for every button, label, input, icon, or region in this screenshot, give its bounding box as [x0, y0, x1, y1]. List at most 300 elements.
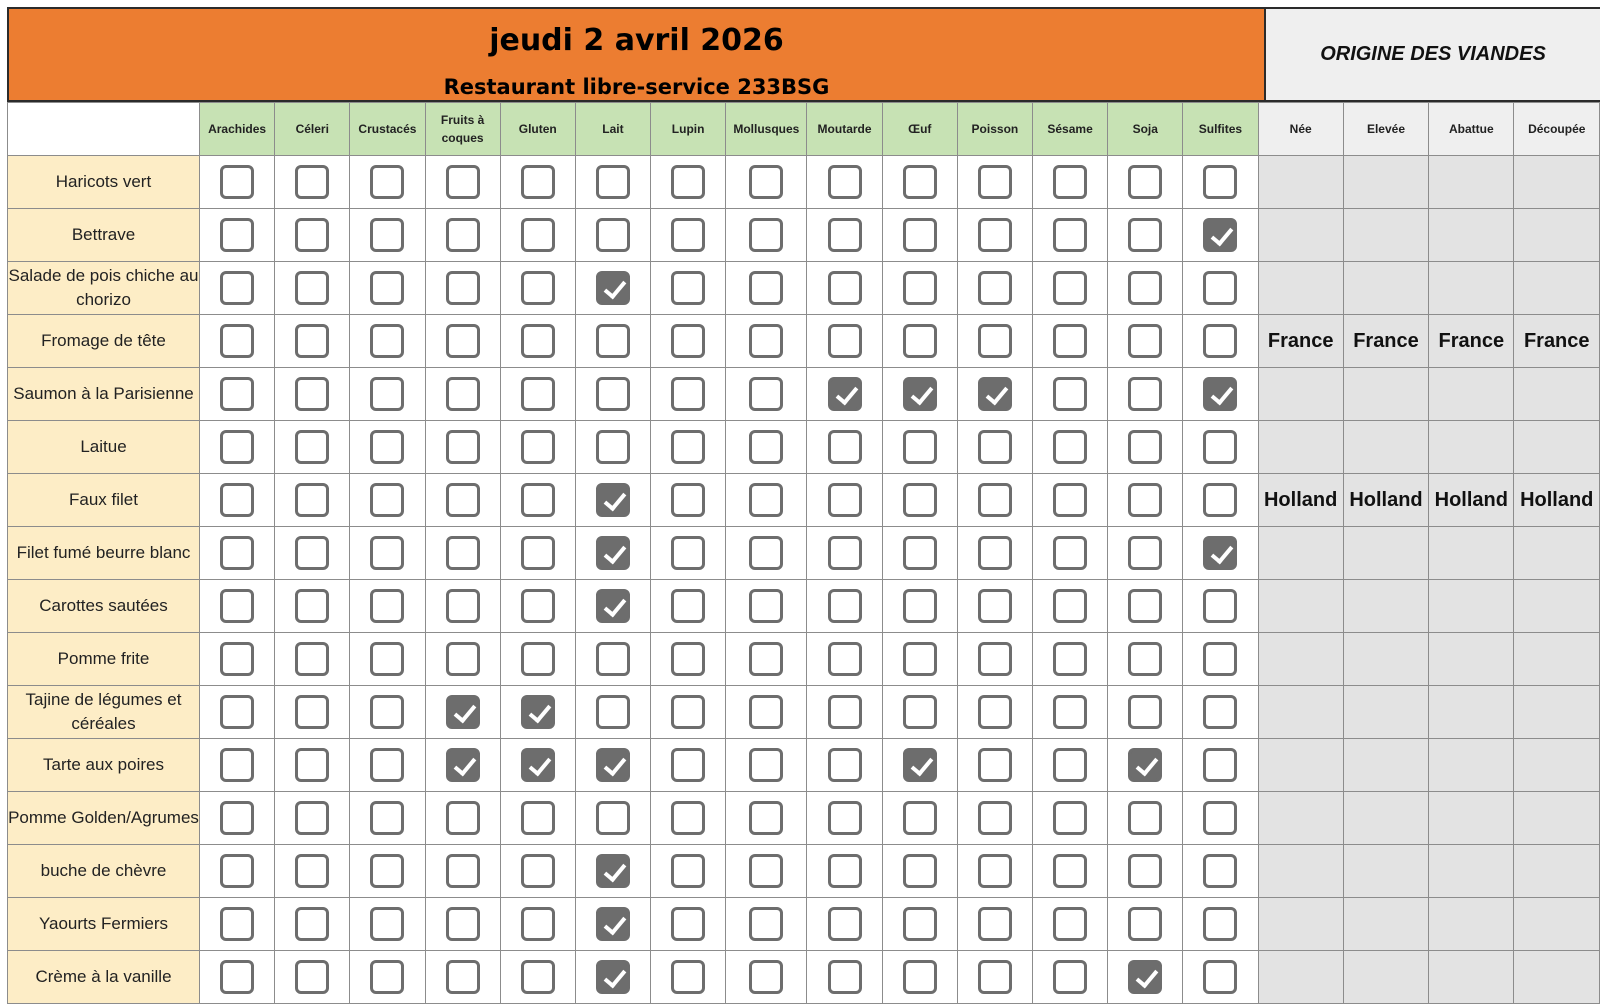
unchecked-checkbox[interactable]	[1128, 854, 1162, 888]
origin-cell: Holland	[1258, 474, 1343, 527]
unchecked-checkbox[interactable]	[446, 218, 480, 252]
unchecked-checkbox[interactable]	[1203, 907, 1237, 941]
unchecked-checkbox[interactable]	[978, 695, 1012, 729]
unchecked-checkbox[interactable]	[295, 377, 329, 411]
checked-checkbox[interactable]	[596, 483, 630, 517]
unchecked-checkbox[interactable]	[446, 907, 480, 941]
checked-checkbox[interactable]	[903, 377, 937, 411]
unchecked-checkbox[interactable]	[1203, 642, 1237, 676]
unchecked-checkbox[interactable]	[220, 271, 254, 305]
dish-name: Yaourts Fermiers	[8, 898, 200, 951]
unchecked-checkbox[interactable]	[295, 430, 329, 464]
allergen-cell	[575, 474, 650, 527]
unchecked-checkbox[interactable]	[903, 218, 937, 252]
unchecked-checkbox[interactable]	[671, 589, 705, 623]
allergen-table	[7, 102, 1600, 1004]
unchecked-checkbox[interactable]	[1128, 271, 1162, 305]
origin-cell	[1258, 633, 1343, 686]
unchecked-checkbox[interactable]	[220, 801, 254, 835]
unchecked-checkbox[interactable]	[1128, 324, 1162, 358]
dish-name: Carottes sautées	[8, 580, 200, 633]
unchecked-checkbox[interactable]	[596, 377, 630, 411]
checked-checkbox[interactable]	[828, 377, 862, 411]
allergen-cell	[350, 580, 425, 633]
unchecked-checkbox[interactable]	[978, 218, 1012, 252]
unchecked-checkbox[interactable]	[295, 642, 329, 676]
allergen-cell	[882, 315, 957, 368]
unchecked-checkbox[interactable]	[1128, 165, 1162, 199]
unchecked-checkbox[interactable]	[521, 907, 555, 941]
unchecked-checkbox[interactable]	[1053, 748, 1087, 782]
unchecked-checkbox[interactable]	[1128, 589, 1162, 623]
unchecked-checkbox[interactable]	[671, 377, 705, 411]
unchecked-checkbox[interactable]	[1053, 536, 1087, 570]
unchecked-checkbox[interactable]	[220, 748, 254, 782]
unchecked-checkbox[interactable]	[1053, 165, 1087, 199]
allergen-cell	[1108, 527, 1183, 580]
unchecked-checkbox[interactable]	[1053, 218, 1087, 252]
unchecked-checkbox[interactable]	[446, 589, 480, 623]
unchecked-checkbox[interactable]	[220, 960, 254, 994]
unchecked-checkbox[interactable]	[828, 271, 862, 305]
unchecked-checkbox[interactable]	[828, 589, 862, 623]
unchecked-checkbox[interactable]	[828, 430, 862, 464]
unchecked-checkbox[interactable]	[903, 430, 937, 464]
allergen-cell	[275, 474, 350, 527]
unchecked-checkbox[interactable]	[220, 165, 254, 199]
unchecked-checkbox[interactable]	[671, 324, 705, 358]
allergen-cell	[1032, 686, 1107, 739]
unchecked-checkbox[interactable]	[220, 324, 254, 358]
unchecked-checkbox[interactable]	[295, 271, 329, 305]
unchecked-checkbox[interactable]	[596, 695, 630, 729]
checked-checkbox[interactable]	[596, 748, 630, 782]
unchecked-checkbox[interactable]	[521, 324, 555, 358]
unchecked-checkbox[interactable]	[978, 430, 1012, 464]
unchecked-checkbox[interactable]	[220, 430, 254, 464]
unchecked-checkbox[interactable]	[749, 536, 783, 570]
allergen-cell	[350, 686, 425, 739]
unchecked-checkbox[interactable]	[978, 960, 1012, 994]
unchecked-checkbox[interactable]	[749, 430, 783, 464]
unchecked-checkbox[interactable]	[828, 218, 862, 252]
unchecked-checkbox[interactable]	[521, 483, 555, 517]
unchecked-checkbox[interactable]	[903, 960, 937, 994]
allergen-cell	[726, 633, 807, 686]
unchecked-checkbox[interactable]	[978, 748, 1012, 782]
unchecked-checkbox[interactable]	[596, 165, 630, 199]
allergen-cell	[200, 262, 275, 315]
unchecked-checkbox[interactable]	[1128, 907, 1162, 941]
unchecked-checkbox[interactable]	[749, 695, 783, 729]
unchecked-checkbox[interactable]	[446, 483, 480, 517]
checked-checkbox[interactable]	[903, 748, 937, 782]
allergen-cell	[500, 315, 575, 368]
unchecked-checkbox[interactable]	[220, 483, 254, 517]
allergen-cell	[500, 686, 575, 739]
unchecked-checkbox[interactable]	[828, 695, 862, 729]
unchecked-checkbox[interactable]	[446, 642, 480, 676]
allergen-header: Sulfites	[1183, 103, 1258, 156]
unchecked-checkbox[interactable]	[596, 801, 630, 835]
unchecked-checkbox[interactable]	[446, 430, 480, 464]
unchecked-checkbox[interactable]	[370, 854, 404, 888]
allergen-cell	[807, 792, 882, 845]
unchecked-checkbox[interactable]	[1053, 960, 1087, 994]
allergen-cell	[350, 792, 425, 845]
unchecked-checkbox[interactable]	[1203, 165, 1237, 199]
unchecked-checkbox[interactable]	[446, 801, 480, 835]
unchecked-checkbox[interactable]	[978, 907, 1012, 941]
unchecked-checkbox[interactable]	[295, 165, 329, 199]
unchecked-checkbox[interactable]	[521, 854, 555, 888]
unchecked-checkbox[interactable]	[1128, 536, 1162, 570]
unchecked-checkbox[interactable]	[220, 642, 254, 676]
origin-cell	[1514, 368, 1600, 421]
unchecked-checkbox[interactable]	[978, 324, 1012, 358]
unchecked-checkbox[interactable]	[749, 218, 783, 252]
unchecked-checkbox[interactable]	[749, 377, 783, 411]
unchecked-checkbox[interactable]	[1053, 324, 1087, 358]
checked-checkbox[interactable]	[596, 536, 630, 570]
allergen-cell	[726, 898, 807, 951]
allergen-cell	[500, 898, 575, 951]
unchecked-checkbox[interactable]	[978, 271, 1012, 305]
unchecked-checkbox[interactable]	[1203, 589, 1237, 623]
allergen-cell	[350, 315, 425, 368]
allergen-cell	[425, 421, 500, 474]
unchecked-checkbox[interactable]	[596, 430, 630, 464]
allergen-cell	[957, 580, 1032, 633]
unchecked-checkbox[interactable]	[1203, 748, 1237, 782]
unchecked-checkbox[interactable]	[295, 801, 329, 835]
unchecked-checkbox[interactable]	[521, 960, 555, 994]
allergen-cell	[726, 474, 807, 527]
unchecked-checkbox[interactable]	[978, 801, 1012, 835]
allergen-cell	[200, 951, 275, 1004]
unchecked-checkbox[interactable]	[1128, 483, 1162, 517]
allergen-cell	[957, 156, 1032, 209]
unchecked-checkbox[interactable]	[828, 801, 862, 835]
unchecked-checkbox[interactable]	[1203, 801, 1237, 835]
unchecked-checkbox[interactable]	[446, 324, 480, 358]
unchecked-checkbox[interactable]	[220, 377, 254, 411]
unchecked-checkbox[interactable]	[828, 907, 862, 941]
checked-checkbox[interactable]	[446, 695, 480, 729]
unchecked-checkbox[interactable]	[828, 748, 862, 782]
unchecked-checkbox[interactable]	[1203, 324, 1237, 358]
allergen-cell	[1032, 368, 1107, 421]
unchecked-checkbox[interactable]	[370, 589, 404, 623]
unchecked-checkbox[interactable]	[828, 165, 862, 199]
unchecked-checkbox[interactable]	[521, 430, 555, 464]
unchecked-checkbox[interactable]	[521, 271, 555, 305]
unchecked-checkbox[interactable]	[1128, 642, 1162, 676]
checked-checkbox[interactable]	[1203, 536, 1237, 570]
unchecked-checkbox[interactable]	[903, 801, 937, 835]
origin-cell	[1343, 845, 1428, 898]
unchecked-checkbox[interactable]	[828, 483, 862, 517]
unchecked-checkbox[interactable]	[295, 324, 329, 358]
allergen-cell	[1032, 315, 1107, 368]
origin-cell	[1429, 845, 1514, 898]
allergen-cell	[1183, 951, 1258, 1004]
unchecked-checkbox[interactable]	[828, 960, 862, 994]
unchecked-checkbox[interactable]	[671, 907, 705, 941]
unchecked-checkbox[interactable]	[749, 854, 783, 888]
unchecked-checkbox[interactable]	[1128, 430, 1162, 464]
unchecked-checkbox[interactable]	[521, 165, 555, 199]
unchecked-checkbox[interactable]	[1128, 695, 1162, 729]
allergen-cell	[425, 686, 500, 739]
unchecked-checkbox[interactable]	[978, 589, 1012, 623]
unchecked-checkbox[interactable]	[370, 536, 404, 570]
unchecked-checkbox[interactable]	[370, 271, 404, 305]
unchecked-checkbox[interactable]	[903, 642, 937, 676]
unchecked-checkbox[interactable]	[220, 536, 254, 570]
allergen-cell	[1183, 845, 1258, 898]
unchecked-checkbox[interactable]	[749, 642, 783, 676]
unchecked-checkbox[interactable]	[1203, 960, 1237, 994]
unchecked-checkbox[interactable]	[295, 218, 329, 252]
unchecked-checkbox[interactable]	[671, 642, 705, 676]
unchecked-checkbox[interactable]	[671, 483, 705, 517]
allergen-cell	[957, 898, 1032, 951]
table-row	[8, 474, 1600, 527]
unchecked-checkbox[interactable]	[370, 218, 404, 252]
unchecked-checkbox[interactable]	[671, 430, 705, 464]
unchecked-checkbox[interactable]	[370, 960, 404, 994]
unchecked-checkbox[interactable]	[749, 589, 783, 623]
allergen-cell	[200, 898, 275, 951]
unchecked-checkbox[interactable]	[671, 165, 705, 199]
unchecked-checkbox[interactable]	[749, 165, 783, 199]
allergen-cell	[425, 633, 500, 686]
allergen-cell	[275, 845, 350, 898]
unchecked-checkbox[interactable]	[1203, 854, 1237, 888]
checked-checkbox[interactable]	[521, 695, 555, 729]
table-row	[8, 898, 1600, 951]
unchecked-checkbox[interactable]	[370, 642, 404, 676]
unchecked-checkbox[interactable]	[220, 589, 254, 623]
allergen-cell	[575, 580, 650, 633]
unchecked-checkbox[interactable]	[978, 483, 1012, 517]
unchecked-checkbox[interactable]	[220, 695, 254, 729]
unchecked-checkbox[interactable]	[446, 854, 480, 888]
unchecked-checkbox[interactable]	[295, 536, 329, 570]
unchecked-checkbox[interactable]	[1203, 430, 1237, 464]
unchecked-checkbox[interactable]	[903, 907, 937, 941]
unchecked-checkbox[interactable]	[1128, 801, 1162, 835]
unchecked-checkbox[interactable]	[521, 536, 555, 570]
checked-checkbox[interactable]	[978, 377, 1012, 411]
unchecked-checkbox[interactable]	[978, 854, 1012, 888]
unchecked-checkbox[interactable]	[521, 642, 555, 676]
unchecked-checkbox[interactable]	[370, 748, 404, 782]
unchecked-checkbox[interactable]	[671, 854, 705, 888]
unchecked-checkbox[interactable]	[903, 854, 937, 888]
checked-checkbox[interactable]	[596, 960, 630, 994]
dish-name: Fromage de tête	[8, 315, 200, 368]
origin-cell	[1429, 580, 1514, 633]
dish-name: Bettrave	[8, 209, 200, 262]
unchecked-checkbox[interactable]	[521, 377, 555, 411]
unchecked-checkbox[interactable]	[671, 271, 705, 305]
unchecked-checkbox[interactable]	[1203, 483, 1237, 517]
origin-cell	[1343, 739, 1428, 792]
unchecked-checkbox[interactable]	[749, 907, 783, 941]
unchecked-checkbox[interactable]	[671, 536, 705, 570]
unchecked-checkbox[interactable]	[521, 801, 555, 835]
unchecked-checkbox[interactable]	[749, 271, 783, 305]
unchecked-checkbox[interactable]	[903, 536, 937, 570]
unchecked-checkbox[interactable]	[1053, 483, 1087, 517]
unchecked-checkbox[interactable]	[978, 165, 1012, 199]
unchecked-checkbox[interactable]	[295, 907, 329, 941]
checked-checkbox[interactable]	[596, 907, 630, 941]
unchecked-checkbox[interactable]	[521, 589, 555, 623]
unchecked-checkbox[interactable]	[370, 377, 404, 411]
origin-cell	[1258, 792, 1343, 845]
unchecked-checkbox[interactable]	[903, 483, 937, 517]
allergen-cell	[882, 580, 957, 633]
unchecked-checkbox[interactable]	[1053, 907, 1087, 941]
unchecked-checkbox[interactable]	[1053, 695, 1087, 729]
origin-cell	[1429, 898, 1514, 951]
unchecked-checkbox[interactable]	[1053, 589, 1087, 623]
unchecked-checkbox[interactable]	[1053, 430, 1087, 464]
unchecked-checkbox[interactable]	[446, 377, 480, 411]
origin-cell	[1258, 262, 1343, 315]
unchecked-checkbox[interactable]	[446, 165, 480, 199]
checked-checkbox[interactable]	[1128, 960, 1162, 994]
unchecked-checkbox[interactable]	[1128, 218, 1162, 252]
allergen-cell	[726, 580, 807, 633]
allergen-cell	[957, 421, 1032, 474]
allergen-cell	[1032, 474, 1107, 527]
unchecked-checkbox[interactable]	[370, 483, 404, 517]
origin-cell	[1258, 156, 1343, 209]
checked-checkbox[interactable]	[596, 271, 630, 305]
unchecked-checkbox[interactable]	[295, 483, 329, 517]
unchecked-checkbox[interactable]	[828, 642, 862, 676]
unchecked-checkbox[interactable]	[749, 960, 783, 994]
origin-cell	[1514, 527, 1600, 580]
unchecked-checkbox[interactable]	[1053, 271, 1087, 305]
unchecked-checkbox[interactable]	[749, 801, 783, 835]
origin-cell	[1429, 156, 1514, 209]
checked-checkbox[interactable]	[1128, 748, 1162, 782]
dish-name: Saumon à la Parisienne	[8, 368, 200, 421]
unchecked-checkbox[interactable]	[370, 430, 404, 464]
allergen-cell	[957, 262, 1032, 315]
unchecked-checkbox[interactable]	[671, 748, 705, 782]
unchecked-checkbox[interactable]	[749, 483, 783, 517]
allergen-cell	[1032, 156, 1107, 209]
unchecked-checkbox[interactable]	[903, 695, 937, 729]
unchecked-checkbox[interactable]	[828, 324, 862, 358]
dish-name: Haricots vert	[8, 156, 200, 209]
allergen-cell	[957, 527, 1032, 580]
unchecked-checkbox[interactable]	[828, 854, 862, 888]
unchecked-checkbox[interactable]	[446, 960, 480, 994]
unchecked-checkbox[interactable]	[749, 748, 783, 782]
unchecked-checkbox[interactable]	[521, 218, 555, 252]
checked-checkbox[interactable]	[446, 748, 480, 782]
unchecked-checkbox[interactable]	[596, 642, 630, 676]
unchecked-checkbox[interactable]	[596, 218, 630, 252]
checked-checkbox[interactable]	[596, 854, 630, 888]
unchecked-checkbox[interactable]	[903, 165, 937, 199]
unchecked-checkbox[interactable]	[220, 218, 254, 252]
allergen-cell	[575, 951, 650, 1004]
checked-checkbox[interactable]	[1203, 218, 1237, 252]
checked-checkbox[interactable]	[521, 748, 555, 782]
dish-name: Tarte aux poires	[8, 739, 200, 792]
allergen-cell	[275, 421, 350, 474]
unchecked-checkbox[interactable]	[1053, 854, 1087, 888]
allergen-header: Poisson	[957, 103, 1032, 156]
unchecked-checkbox[interactable]	[1053, 377, 1087, 411]
unchecked-checkbox[interactable]	[903, 324, 937, 358]
unchecked-checkbox[interactable]	[671, 695, 705, 729]
unchecked-checkbox[interactable]	[671, 218, 705, 252]
unchecked-checkbox[interactable]	[370, 695, 404, 729]
unchecked-checkbox[interactable]	[370, 165, 404, 199]
checked-checkbox[interactable]	[1203, 377, 1237, 411]
unchecked-checkbox[interactable]	[295, 960, 329, 994]
unchecked-checkbox[interactable]	[671, 960, 705, 994]
table-row	[8, 633, 1600, 686]
allergen-cell	[275, 262, 350, 315]
allergen-cell	[350, 527, 425, 580]
unchecked-checkbox[interactable]	[749, 324, 783, 358]
unchecked-checkbox[interactable]	[295, 695, 329, 729]
unchecked-checkbox[interactable]	[370, 907, 404, 941]
unchecked-checkbox[interactable]	[295, 854, 329, 888]
unchecked-checkbox[interactable]	[903, 589, 937, 623]
unchecked-checkbox[interactable]	[1053, 801, 1087, 835]
unchecked-checkbox[interactable]	[295, 589, 329, 623]
unchecked-checkbox[interactable]	[295, 748, 329, 782]
unchecked-checkbox[interactable]	[446, 271, 480, 305]
unchecked-checkbox[interactable]	[370, 324, 404, 358]
allergen-cell	[651, 792, 726, 845]
unchecked-checkbox[interactable]	[671, 801, 705, 835]
allergen-cell	[726, 209, 807, 262]
unchecked-checkbox[interactable]	[1053, 642, 1087, 676]
unchecked-checkbox[interactable]	[220, 854, 254, 888]
unchecked-checkbox[interactable]	[828, 536, 862, 570]
allergen-cell	[200, 156, 275, 209]
unchecked-checkbox[interactable]	[1128, 377, 1162, 411]
unchecked-checkbox[interactable]	[370, 801, 404, 835]
unchecked-checkbox[interactable]	[1203, 271, 1237, 305]
allergen-header: Mollusques	[726, 103, 807, 156]
allergen-cell	[882, 792, 957, 845]
unchecked-checkbox[interactable]	[1203, 695, 1237, 729]
unchecked-checkbox[interactable]	[596, 324, 630, 358]
unchecked-checkbox[interactable]	[978, 642, 1012, 676]
unchecked-checkbox[interactable]	[978, 536, 1012, 570]
checked-checkbox[interactable]	[596, 589, 630, 623]
unchecked-checkbox[interactable]	[903, 271, 937, 305]
unchecked-checkbox[interactable]	[446, 536, 480, 570]
allergen-cell	[275, 792, 350, 845]
unchecked-checkbox[interactable]	[220, 907, 254, 941]
allergen-cell	[275, 209, 350, 262]
allergen-cell	[882, 262, 957, 315]
